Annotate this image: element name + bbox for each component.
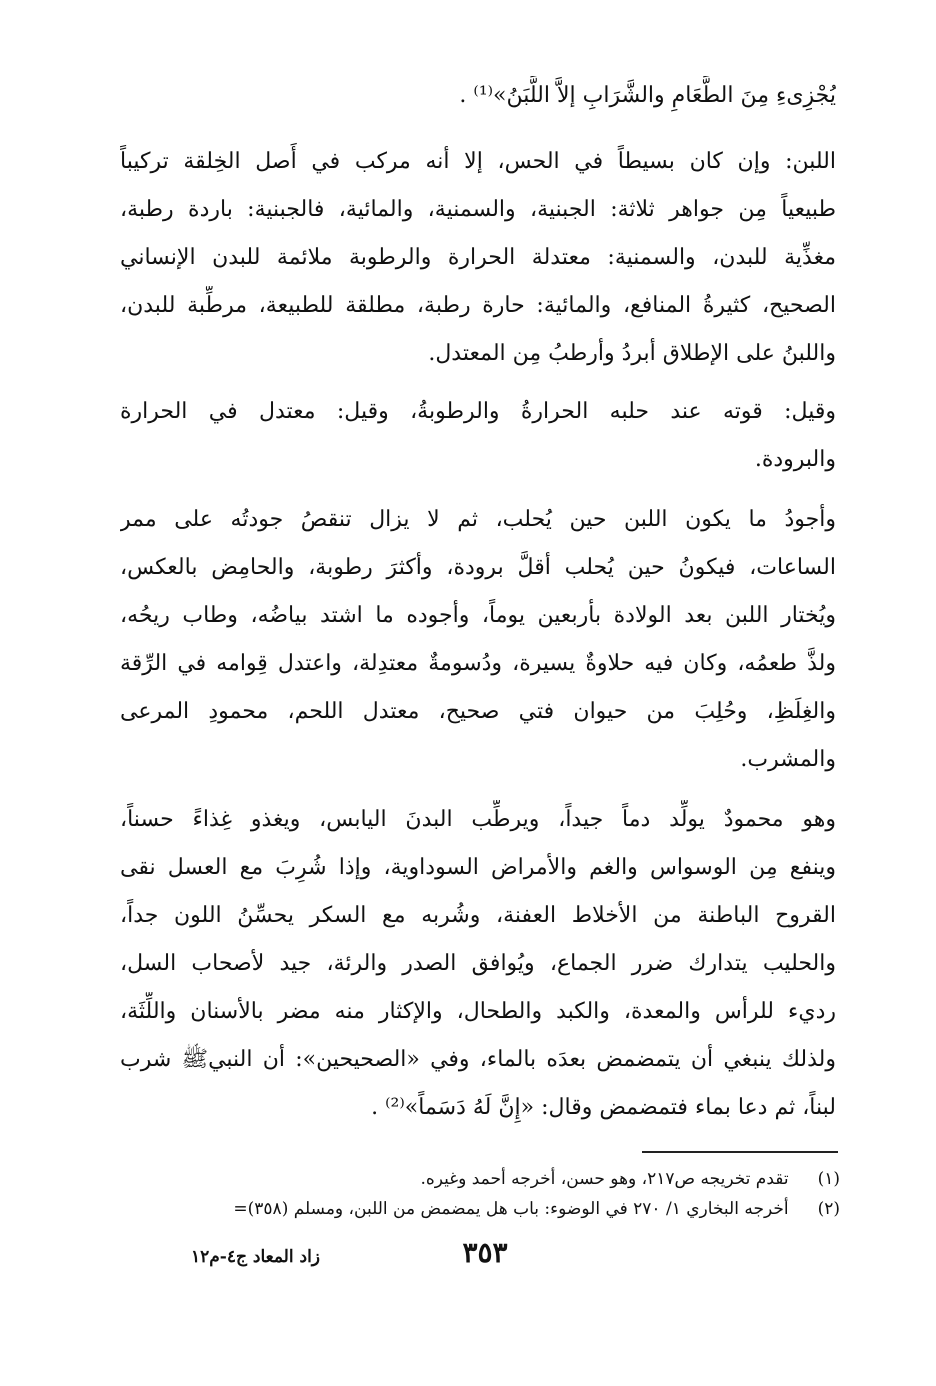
text-line: القروح الباطنة من الأخلاط العفنة، وشُربه مع السكر يحسِّنُ اللون جداً،	[120, 903, 836, 928]
text-line: وأجودُ ما يكون اللبن حين يُحلب، ثم لا يزال تنقصُ جودتُه على ممر	[120, 507, 836, 532]
text-line: واللبنُ على الإطلاق أبردُ وأرطبُ مِن المعتدل.	[428, 341, 836, 366]
text-line: وهو محمودٌ يولِّد دماً جيداً، ويرطِّب البدنَ اليابس، ويغذو غِذاءً حسناً،	[120, 807, 836, 832]
text-line: الصحيح، كثيرةُ المنافع، والمائية: حارة رطبة، مطلقة للطبيعة، مرطِّبة للبدن،	[120, 293, 836, 318]
text-line: والحليب يتدارك ضرر الجماع، ويُوافق الصدر والرئة، جيد لأصحاب السل،	[120, 951, 836, 976]
text-line: الساعات، فيكونُ حين يُحلب أقلَّ برودة، وأكثرَ رطوبة، والحامِض بالعكس،	[120, 555, 836, 580]
book-reference: زاد المعاد ج٤-م١٢	[191, 1247, 320, 1267]
text-line: ويُختار اللبن بعد الولادة بأربعين يوماً، وأجوده ما اشتد بياضُه، وطاب ريحُه،	[120, 603, 836, 628]
text-line: وينفع مِن الوسواس والغم والأمراض السوداوية، وإذا شُرِبَ مع العسل نقى	[120, 855, 836, 880]
text-line: والمشرب.	[740, 747, 836, 772]
text-line: اللبن: وإن كان بسيطاً في الحس، إلا أنه مركب في أَصل الخِلقة تركيباً	[120, 149, 836, 174]
text-line: والبرودة.	[754, 447, 836, 472]
text-line: ولذلك ينبغي أن يتمضمض بعدَه بالماء، وفي «الصحيحين»: أن النبيﷺ شرب	[120, 1047, 836, 1072]
text-line: ولذَّ طعمُه، وكان فيه حلاوةٌ يسيرة، ودُسومةٌ معتدِلة، واعتدل قِوامه في الرِّقة	[120, 651, 836, 676]
text-line: مغذِّية للبدن، والسمنية: معتدلة الحرارة والرطوبة ملائمة للبدن الإنساني	[120, 245, 836, 270]
text-line: والغِلَظِ، وحُلِبَ من حيوان فتي صحيح، معتدل اللحم، محمودِ المرعى	[120, 699, 836, 724]
footnote-text: أخرجه البخاري ١/ ٢٧٠ في الوضوء: باب هل يمضمض من اللبن، ومسلم (٣٥٨)=	[233, 1199, 789, 1219]
page-number: ٣٥٣	[462, 1236, 508, 1269]
footnote-text: تقدم تخريجه ص٢١٧، وهو حسن، أخرجه أحمد وغيره.	[420, 1169, 789, 1189]
footnote-number: (٢)	[817, 1199, 840, 1219]
text-line: طبيعياً مِن جواهر ثلاثة: الجبنية، والسمنية، والمائية، فالجبنية: باردة رطبة،	[120, 197, 836, 222]
text-line: رديء للرأس والمعدة، والكبد والطحال، والإكثار منه مضر بالأسنان واللِّثَة،	[120, 999, 836, 1024]
text-line: يُجْزِىءِ مِنَ الطَّعَامِ والشَّرَابِ إلاَّ اللَّبَنُ»⁽¹⁾ .	[459, 83, 836, 108]
footnote	[150, 1196, 840, 1224]
text-line: لبناً، ثم دعا بماء فتمضمض وقال: «إِنَّ لَهُ دَسَماً»⁽²⁾ .	[371, 1095, 836, 1120]
text-line: وقيل: قوته عند حلبه الحرارةُ والرطوبةُ، وقيل: معتدل في الحرارة	[120, 399, 836, 424]
footnote-number: (١)	[817, 1169, 840, 1189]
footnote-divider	[642, 1151, 838, 1153]
footnote	[150, 1166, 840, 1194]
